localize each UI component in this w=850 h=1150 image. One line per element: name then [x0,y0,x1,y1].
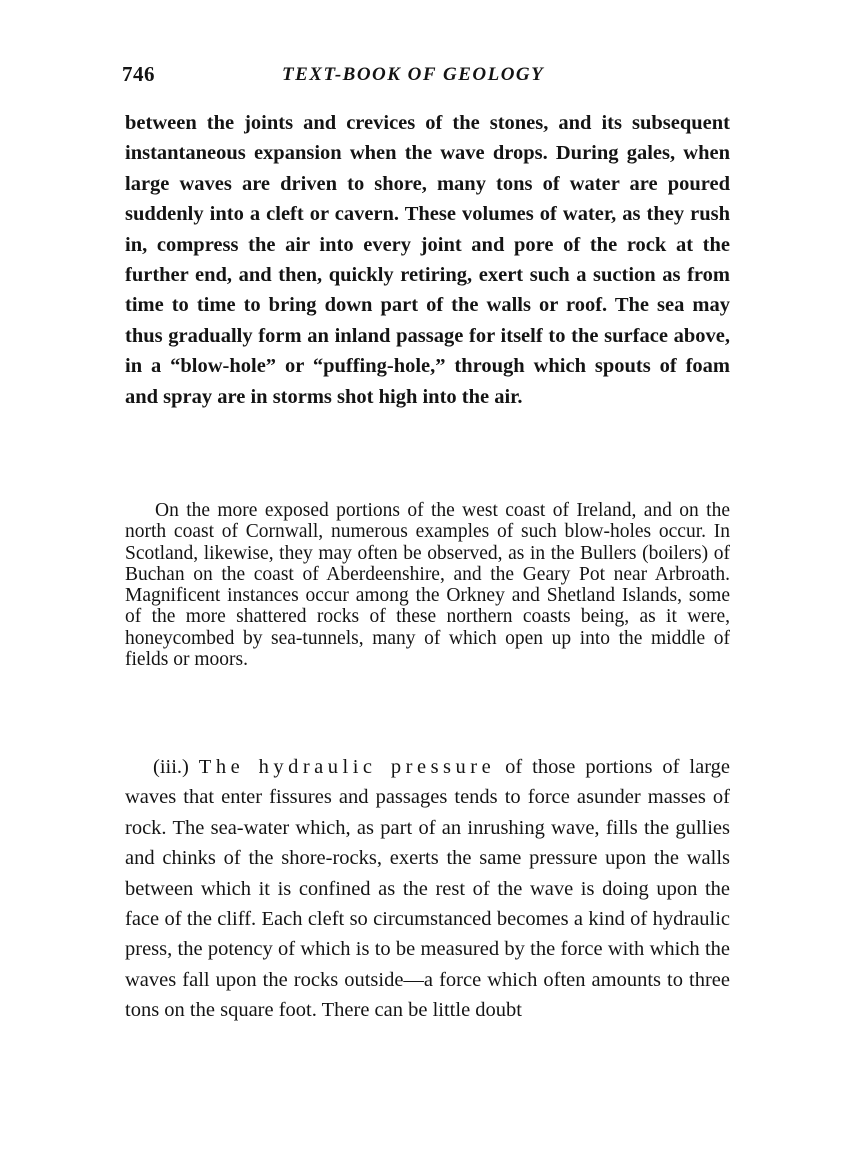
page-header [122,62,732,92]
section-number: (iii.) [153,756,189,778]
page-number: 746 [122,62,155,86]
paragraph-text: On the more exposed portions of the west coast of Ireland, and on the north coast of Cornwall, numerous examples of such blow-holes occur. In Scotland, likewise, they may often be observed, as in the Bullers (boilers) of Buchan on the coast of Aberdeenshire, and the Geary Pot near Arbroath. Magnificent instances occur among the Orkney and Shetland Islands, some of the more shattered rocks of these northern coasts being, as it were, honeycombed by sea-tunnels, many of which open up into the middle of fields or moors. [125,500,730,671]
paragraph-examples [125,500,730,670]
paragraph-text [125,752,730,1026]
section-body: of those portions of large waves that enter fissures and passages tends to force asunder masses of rock. The sea-water which, as part of an inrushing wave, fills the gullies and chinks of the shore-rocks, exerts the same pressure upon the walls between which it is confined as the rest of the wave is doing upon the face of the cliff. Each cleft so circumstanced becomes a kind of hydraulic press, the potency of which is to be measured by the force with which the waves fall upon the rocks outside—a force which often amounts to three tons on the square foot. There can be little doubt [125,756,731,1022]
section-term: The hydraulic pressure [198,756,496,778]
paragraph-hydraulic-pressure [125,752,730,1026]
paragraph-blow-holes [125,108,730,412]
running-head: TEXT-BOOK OF GEOLOGY [282,64,545,85]
paragraph-text: between the joints and crevices of the stones, and its subsequent instantaneous expansion when the wave drops. During gales, when large waves are driven to shore, many tons of water are poured suddenly into a cleft or cavern. These volumes of water, as they rush in, compress the air into every joint and pore of the rock at the further end, and then, quickly retiring, exert such a suction as from time to time to bring down part of the walls or roof. The sea may thus gradually form an inland passage for itself to the surface above, in a “blow-hole” or “puffing-hole,” through which spouts of foam and spray are in storms shot high into the air. [125,112,730,408]
